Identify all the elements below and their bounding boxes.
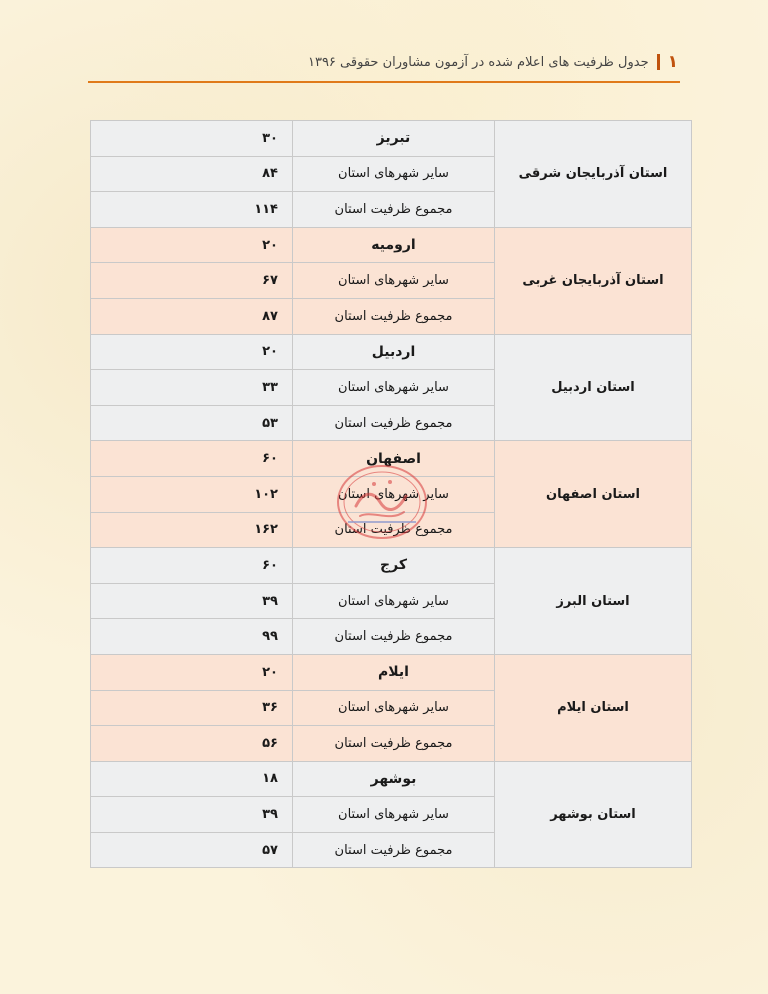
city-label: سایر شهرهای استان — [293, 690, 495, 726]
capacity-value: ۳۹ — [91, 797, 293, 833]
province-name: استان بوشهر — [495, 761, 692, 868]
city-label: سایر شهرهای استان — [293, 476, 495, 512]
city-label: مجموع ظرفیت استان — [293, 619, 495, 655]
capacity-value: ۱۱۴ — [91, 192, 293, 228]
capacity-value: ۸۴ — [91, 156, 293, 192]
header-rule — [88, 81, 680, 83]
capacity-value: ۵۷ — [91, 832, 293, 868]
table-row — [91, 441, 692, 477]
city-label: سایر شهرهای استان — [293, 370, 495, 406]
city-label: مجموع ظرفیت استان — [293, 726, 495, 762]
province-group — [91, 654, 692, 761]
header-separator — [657, 54, 660, 70]
city-label: مجموع ظرفیت استان — [293, 405, 495, 441]
capacity-value: ۲۰ — [91, 334, 293, 370]
city-label: سایر شهرهای استان — [293, 583, 495, 619]
capacity-value: ۱۰۲ — [91, 476, 293, 512]
page-title: جدول ظرفیت های اعلام شده در آزمون مشاوران حقوقی ۱۳۹۶ — [307, 54, 649, 70]
capacity-table — [90, 120, 692, 868]
capacity-value: ۳۳ — [91, 370, 293, 406]
table-row — [91, 548, 692, 584]
capacity-value: ۶۰ — [91, 441, 293, 477]
table-row — [91, 761, 692, 797]
capacity-value: ۲۰ — [91, 227, 293, 263]
table-row — [91, 654, 692, 690]
city-label: اردبیل — [293, 334, 495, 370]
table-row — [91, 334, 692, 370]
capacity-value: ۱۸ — [91, 761, 293, 797]
capacity-value: ۹۹ — [91, 619, 293, 655]
province-group — [91, 121, 692, 228]
city-label: مجموع ظرفیت استان — [293, 298, 495, 334]
city-label: سایر شهرهای استان — [293, 797, 495, 833]
page-number: ۱ — [667, 52, 678, 72]
province-name: استان ایلام — [495, 654, 692, 761]
province-group — [91, 441, 692, 548]
page-header — [90, 50, 678, 74]
province-group — [91, 761, 692, 868]
province-group — [91, 548, 692, 655]
province-name: استان آذربایجان شرقی — [495, 121, 692, 228]
city-label: مجموع ظرفیت استان — [293, 512, 495, 548]
province-name: استان آذربایجان غربی — [495, 227, 692, 334]
city-label: بوشهر — [293, 761, 495, 797]
table-row — [91, 227, 692, 263]
capacity-value: ۵۶ — [91, 726, 293, 762]
capacity-value: ۳۰ — [91, 121, 293, 157]
city-label: ایلام — [293, 654, 495, 690]
city-label: اصفهان — [293, 441, 495, 477]
city-label: کرج — [293, 548, 495, 584]
province-name: استان اصفهان — [495, 441, 692, 548]
province-group — [91, 227, 692, 334]
city-label: ارومیه — [293, 227, 495, 263]
city-label: مجموع ظرفیت استان — [293, 192, 495, 228]
capacity-value: ۱۶۲ — [91, 512, 293, 548]
city-label: سایر شهرهای استان — [293, 263, 495, 299]
capacity-value: ۶۷ — [91, 263, 293, 299]
city-label: تبریز — [293, 121, 495, 157]
province-name: استان البرز — [495, 548, 692, 655]
capacity-value: ۵۳ — [91, 405, 293, 441]
city-label: سایر شهرهای استان — [293, 156, 495, 192]
table-row — [91, 121, 692, 157]
capacity-value: ۸۷ — [91, 298, 293, 334]
capacity-value: ۶۰ — [91, 548, 293, 584]
city-label: مجموع ظرفیت استان — [293, 832, 495, 868]
capacity-value: ۳۹ — [91, 583, 293, 619]
capacity-value: ۲۰ — [91, 654, 293, 690]
province-name: استان اردبیل — [495, 334, 692, 441]
capacity-value: ۳۶ — [91, 690, 293, 726]
province-group — [91, 334, 692, 441]
